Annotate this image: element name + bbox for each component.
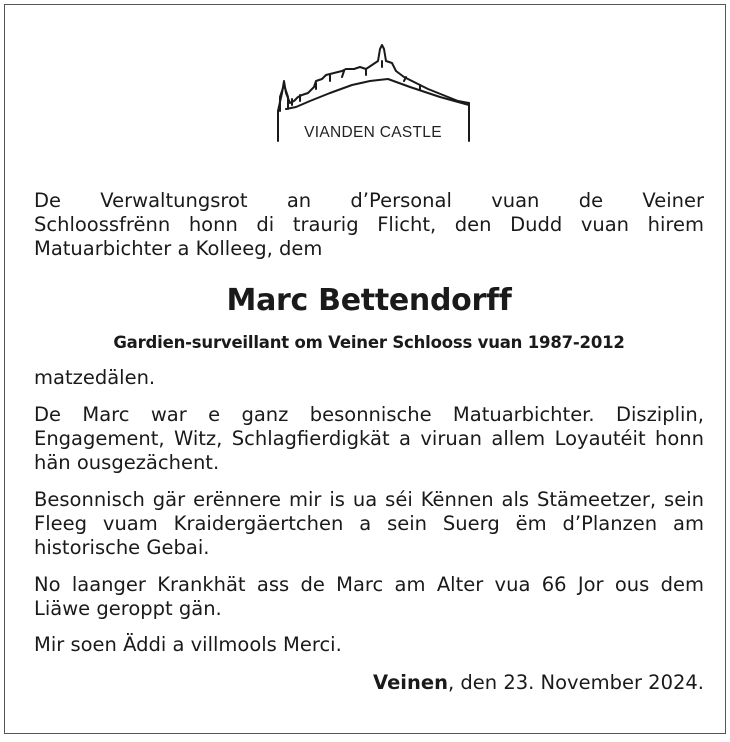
intro-line-1: De Verwaltungsrot an d’Personal vuan de Veiner	[34, 189, 704, 212]
paragraph-farewell: Mir soen Äddi a villmools Merci.	[34, 633, 342, 656]
paragraph-character: De Marc war e ganz besonnische Matuarbichter. Disziplin, Engagement, Witz, Schlagfierdigkät a viruan allem Loyautéit honn hän ousgezächent.	[34, 403, 704, 474]
deceased-role: Gardien-surveillant om Veiner Schlooss vuan 1987-2012	[113, 333, 625, 352]
paragraph-memories: Besonnisch gär erënnere mir is ua séi Kënnen als Stämeetzer, sein Fleeg vuam Kraidergäertchen a sein Suerg ëm d’Planzen am historische Gebai.	[34, 488, 704, 559]
paragraph-illness: No laanger Krankhät ass de Marc am Alter vua 66 Jor ous dem Liäwe geroppt gän.	[34, 573, 704, 620]
deceased-name: Marc Bettendorff	[226, 283, 512, 318]
vianden-castle-logo	[270, 41, 476, 147]
matzedalen-text: matzedälen.	[34, 366, 156, 389]
signature-date: , den 23. November 2024.	[447, 671, 704, 694]
logo-text: VIANDEN CASTLE	[304, 124, 442, 141]
signature-place: Veinen	[373, 671, 448, 694]
intro-text: Schloossfrënn honn di traurig Flicht, den Dudd vuan hirem Matuarbichter a Kolleeg, dem	[34, 213, 704, 260]
signature-line	[34, 671, 704, 695]
obituary-notice	[4, 4, 726, 734]
notice-body	[34, 189, 704, 695]
